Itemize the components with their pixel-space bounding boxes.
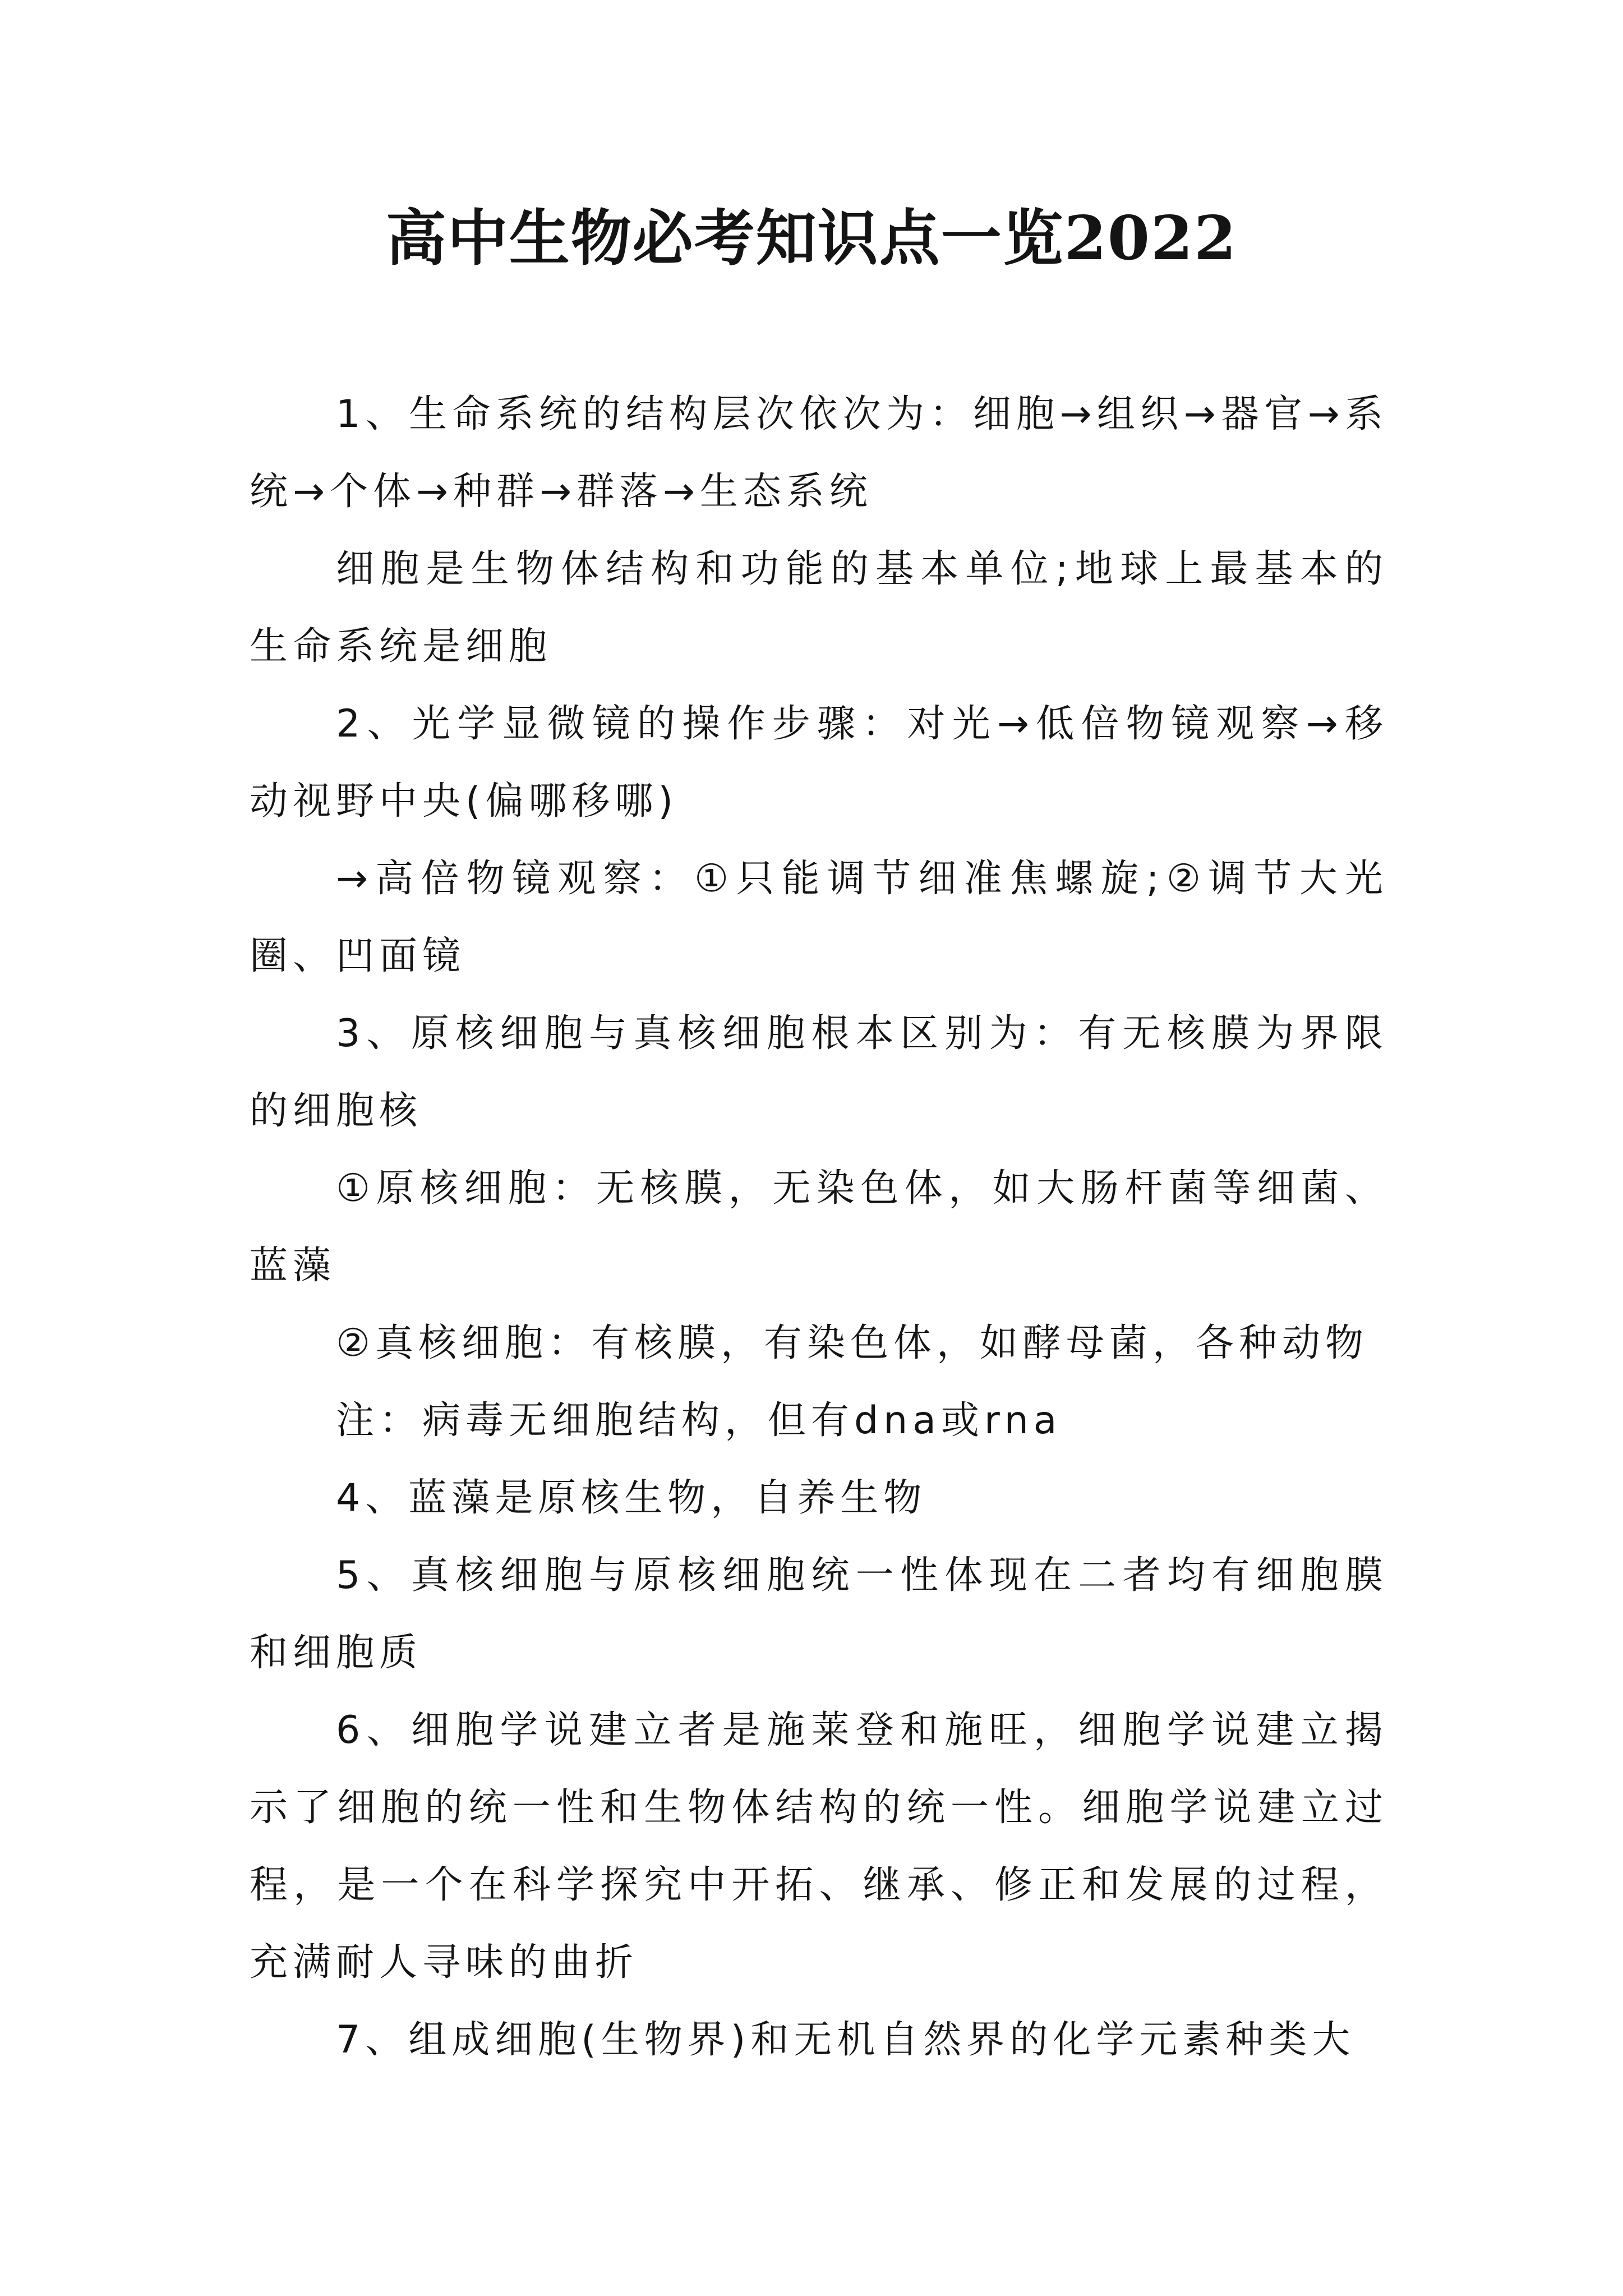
paragraph-8: 注：病毒无细胞结构，但有dna或rna xyxy=(336,1398,1062,1443)
paragraph-9: 4、蓝藻是原核生物，自养生物 xyxy=(336,1476,927,1520)
paragraph-1: 1、生命系统的结构层次依次为：细胞→组织→器官→系统→个体→种群→群落→生态系统 xyxy=(250,392,1388,514)
document-body xyxy=(250,376,1388,2079)
paragraph-10: 5、真核细胞与原核细胞统一性体现在二者均有细胞膜和细胞质 xyxy=(250,1553,1388,1675)
paragraph-4: →高倍物镜观察：①只能调节细准焦螺旋;②调节大光圈、凹面镜 xyxy=(250,857,1388,978)
page-title: 高中生物必考知识点一览2022 xyxy=(385,203,1238,274)
paragraph-2: 细胞是生物体结构和功能的基本单位;地球上最基本的生命系统是细胞 xyxy=(250,547,1388,669)
paragraph-3: 2、光学显微镜的操作步骤：对光→低倍物镜观察→移动视野中央(偏哪移哪) xyxy=(250,702,1388,823)
paragraph-6: ①原核细胞：无核膜，无染色体，如大肠杆菌等细菌、蓝藻 xyxy=(250,1166,1388,1288)
paragraph-11: 6、细胞学说建立者是施莱登和施旺，细胞学说建立揭示了细胞的统一性和生物体结构的统一性。细胞学说建立过程，是一个在科学探究中开拓、继承、修正和发展的过程，充满耐人寻味的曲折 xyxy=(250,1708,1388,1985)
paragraph-5: 3、原核细胞与真核细胞根本区别为：有无核膜为界限的细胞核 xyxy=(250,1011,1388,1133)
paragraph-12: 7、组成细胞(生物界)和无机自然界的化学元素种类大 xyxy=(336,2018,1355,2062)
paragraph-7: ②真核细胞：有核膜，有染色体，如酵母菌，各种动物 xyxy=(336,1321,1368,1365)
